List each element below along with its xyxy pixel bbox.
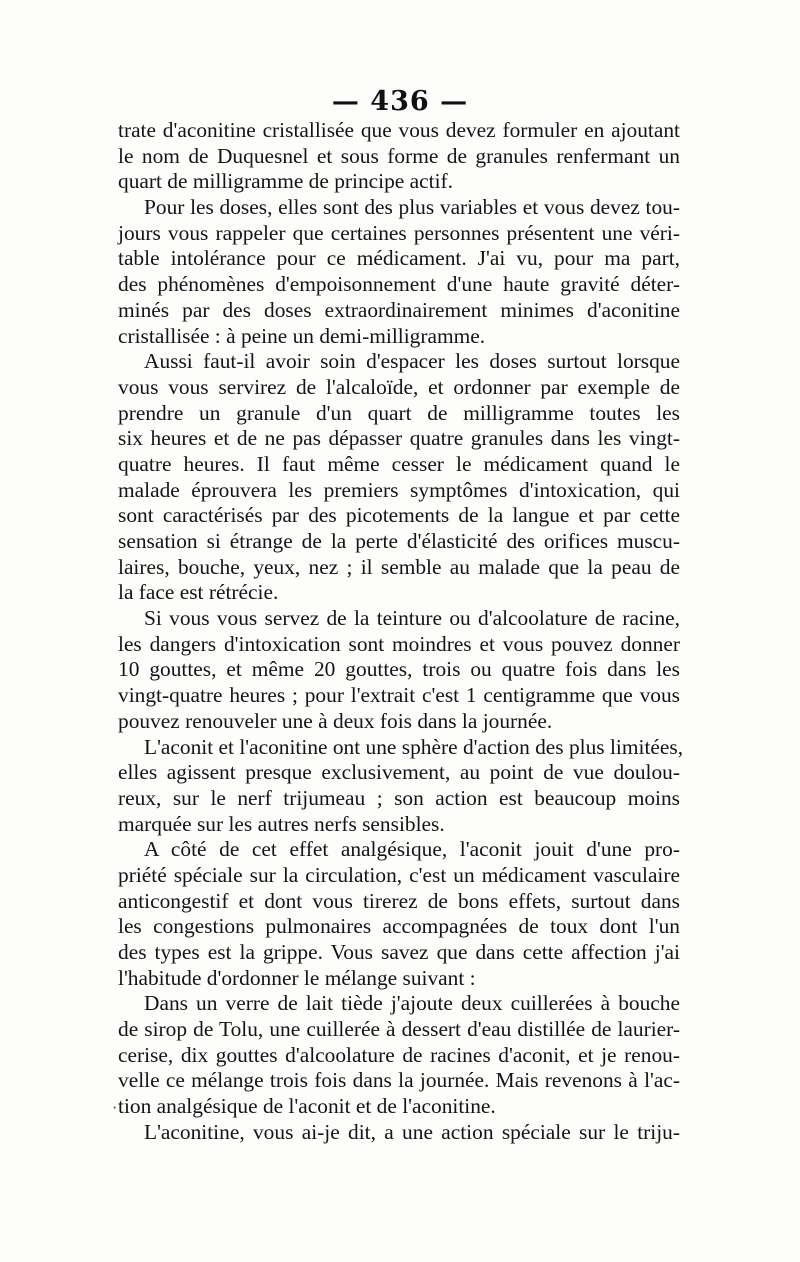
- text-line: Aussi faut-il avoir soin d'espacer les doses surtout lorsque: [144, 349, 680, 374]
- text-line: malade éprouvera les premiers symptômes d'intoxication, qui: [118, 477, 680, 502]
- text-line: les congestions pulmonaires accompagnées de toux dont l'un: [118, 914, 680, 939]
- text-line: minés par des doses extraordinairement minimes d'aconitine: [118, 297, 680, 322]
- text-line: cerise, dix gouttes d'alcoolature de racines d'aconit, et je renou-: [118, 1042, 680, 1067]
- text-line: trate d'aconitine cristallisée que vous devez formuler en ajoutant: [118, 118, 680, 142]
- text-line: des phénomènes d'empoisonnement d'une haute gravité déter-: [118, 272, 680, 297]
- text-line: prendre un granule d'un quart de milligramme toutes les: [118, 400, 680, 425]
- text-line: de sirop de Tolu, une cuillerée à dessert d'eau distillée de laurier-: [118, 1017, 680, 1042]
- text-line: quart de milligramme de principe actif.: [118, 169, 453, 194]
- text-line: sont caractérisés par des picotements de la langue et par cette: [118, 503, 680, 528]
- text-line: pouvez renouveler une à deux fois dans la journée.: [118, 708, 553, 733]
- text-line: les dangers d'intoxication sont moindres et vous pouvez donner: [118, 631, 680, 656]
- text-line: anticongestif et dont vous tirerez de bons effets, surtout dans: [118, 888, 680, 913]
- text-line: six heures et de ne pas dépasser quatre granules dans les vingt-: [118, 426, 680, 451]
- text-line: Dans un verre de lait tiède j'ajoute deux cuillerées à bouche: [144, 991, 680, 1016]
- body-text: [118, 118, 684, 1146]
- text-line: vingt-quatre heures ; pour l'extrait c'est 1 centigramme que vous: [118, 683, 680, 708]
- text-line: L'aconitine, vous ai-je dit, a une action spéciale sur le triju-: [144, 1119, 680, 1144]
- text-line: vous vous servirez de l'alcaloïde, et ordonner par exemple de: [118, 374, 680, 399]
- text-line: A côté de cet effet analgésique, l'aconit jouit d'une pro-: [144, 837, 680, 862]
- text-line: des types est la grippe. Vous savez que dans cette affection j'ai: [118, 940, 680, 964]
- text-line: velle ce mélange trois fois dans la journée. Mais revenons à l'ac-: [118, 1068, 680, 1093]
- text-line: jours vous rappeler que certaines personnes présentent une véri-: [118, 220, 680, 245]
- text-line: Pour les doses, elles sont des plus variables et vous devez tou-: [144, 195, 680, 220]
- text-line: la face est rétrécie.: [118, 580, 279, 605]
- text-line: marquée sur les autres nerfs sensibles.: [118, 811, 445, 836]
- text-line: quatre heures. Il faut même cesser le médicament quand le: [118, 451, 680, 476]
- page-number: — 436 —: [331, 86, 469, 117]
- text-line: tion analgésique de l'aconit et de l'aconitine.: [118, 1094, 496, 1119]
- text-line: elles agissent presque exclusivement, au point de vue doulou-: [118, 760, 680, 785]
- margin-mark: ·: [112, 1100, 118, 1117]
- text-line: Si vous vous servez de la teinture ou d'alcoolature de racine,: [144, 606, 680, 631]
- text-line: 10 gouttes, et même 20 gouttes, trois ou quatre fois dans les: [118, 657, 680, 682]
- text-line: priété spéciale sur la circulation, c'est un médicament vasculaire: [118, 862, 680, 887]
- text-line: laires, bouche, yeux, nez ; il semble au malade que la peau de: [118, 554, 680, 579]
- text-line: l'habitude d'ordonner le mélange suivant :: [118, 965, 476, 990]
- text-line: L'aconit et l'aconitine ont une sphère d'action des plus limitées,: [144, 734, 684, 759]
- text-line: le nom de Duquesnel et sous forme de granules renfermant un: [118, 143, 680, 168]
- text-line: sensation si étrange de la perte d'élasticité des orifices muscu-: [118, 529, 680, 553]
- text-line: cristallisée : à peine un demi-milligramme.: [118, 323, 486, 348]
- text-line: reux, sur le nerf trijumeau ; son action est beaucoup moins: [118, 785, 680, 810]
- text-line: table intolérance pour ce médicament. J'ai vu, pour ma part,: [118, 246, 680, 271]
